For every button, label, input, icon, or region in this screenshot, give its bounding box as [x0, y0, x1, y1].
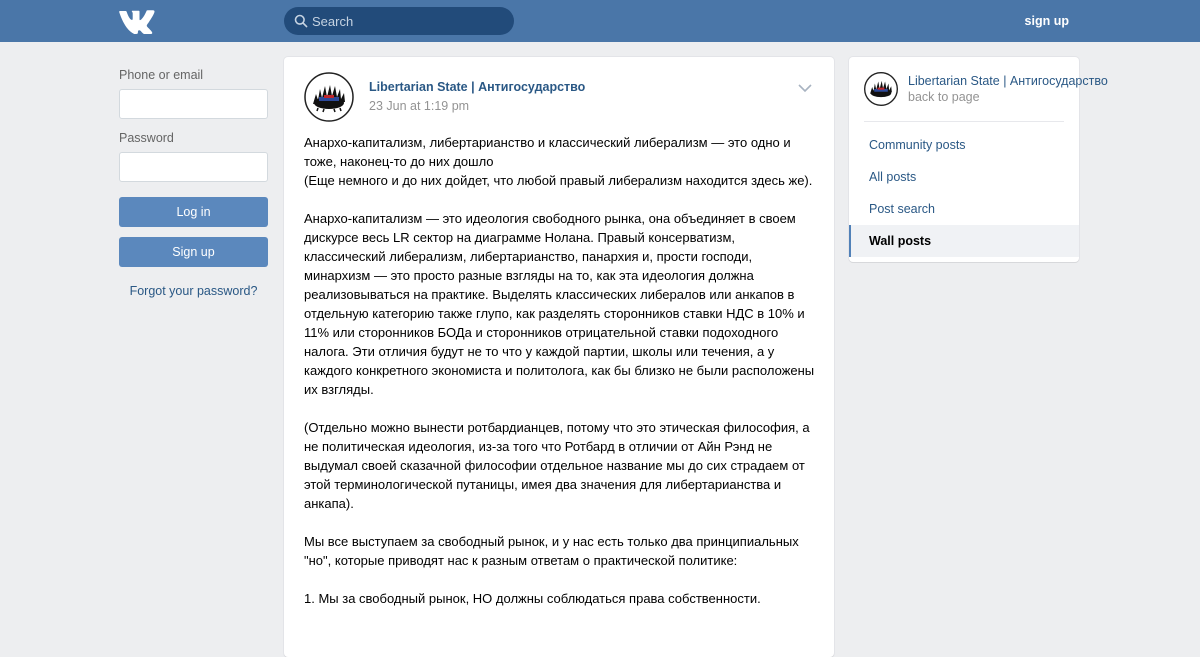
side-menu-card: [849, 57, 1108, 262]
login-form: [119, 57, 268, 298]
vk-logo-icon[interactable]: [119, 9, 153, 31]
forgot-password-link[interactable]: Forgot your password?: [129, 284, 258, 298]
chevron-down-icon[interactable]: [798, 83, 812, 93]
post-paragraph: 1. Мы за свободный рынок, НО должны соблюдаться права собственности.: [304, 591, 761, 606]
phone-label: Phone or email: [119, 68, 204, 82]
password-field[interactable]: [119, 152, 268, 182]
community-avatar[interactable]: [304, 72, 354, 122]
side-community-title[interactable]: Libertarian State | Антигосударство: [908, 74, 1108, 88]
post-author-link[interactable]: Libertarian State | Антигосударство: [369, 80, 586, 94]
menu-community-posts[interactable]: Community posts: [869, 138, 966, 152]
wall-post: [284, 57, 834, 657]
search-icon: [294, 14, 308, 28]
menu-post-search[interactable]: Post search: [869, 202, 936, 216]
post-paragraph: Анархо-капитализм, либертарианство и классический либерализм — это одно и тоже, наконец-то до них дошло (Еще немного и до них дойдет, что любой правый либерализм находится здесь же).: [304, 135, 813, 188]
search-box[interactable]: [284, 7, 514, 35]
side-menu: [849, 129, 1079, 257]
post-paragraph: Мы все выступаем за свободный рынок, и у нас есть только два принципиальных "но", которые приводят нас к разным ответам о практической политике:: [304, 534, 799, 568]
login-button[interactable]: Log in: [119, 197, 268, 227]
phone-email-field[interactable]: [119, 89, 268, 119]
post-text: [304, 133, 818, 627]
menu-all-posts[interactable]: All posts: [869, 170, 917, 184]
post-paragraph: Анархо-капитализм — это идеология свободного рынка, она объединяет в своем дискурсе весь LR сектор на диаграмме Нолана. Правый консерватизм, классический либерализм, либертарианство, панархия и, прости господи, минархизм — это просто разные взгляды на то, как эта идеология должна реализовываться на практике. Выделять классических либералов или анкапов в отдельную категорию также глупо, как разделять сторонников ставки НДС в 10% и 11% или сторонников БОДа и сторонников отрицательной ставки подоходного налога. Эти отличия будут не то что у каждой партии, школы или течения, а у каждого конкретного экономиста и политолога, как бы близко не были расположены их взгляды.: [304, 211, 815, 397]
back-to-page-link[interactable]: back to page: [908, 90, 980, 104]
divider: [864, 121, 1064, 122]
signup-button[interactable]: Sign up: [119, 237, 268, 267]
post-paragraph: (Отдельно можно вынести ротбардианцев, потому что это этическая философия, а не политическая идеология, из-за того что Ротбард в отличии от Айн Рэнд не выдумал своей сказачной философии отдельное название мы до сих страдаем от этой терминологической путаницы, имея два значения для либертарианства и анкапа).: [304, 420, 810, 511]
side-community-avatar[interactable]: [864, 72, 898, 106]
search-input[interactable]: [312, 7, 507, 35]
menu-wall-posts[interactable]: Wall posts: [849, 225, 1079, 257]
header-signup-link[interactable]: sign up: [1024, 14, 1069, 28]
top-header: [0, 0, 1200, 42]
password-label: Password: [119, 131, 174, 145]
post-date[interactable]: 23 Jun at 1:19 pm: [369, 99, 470, 113]
